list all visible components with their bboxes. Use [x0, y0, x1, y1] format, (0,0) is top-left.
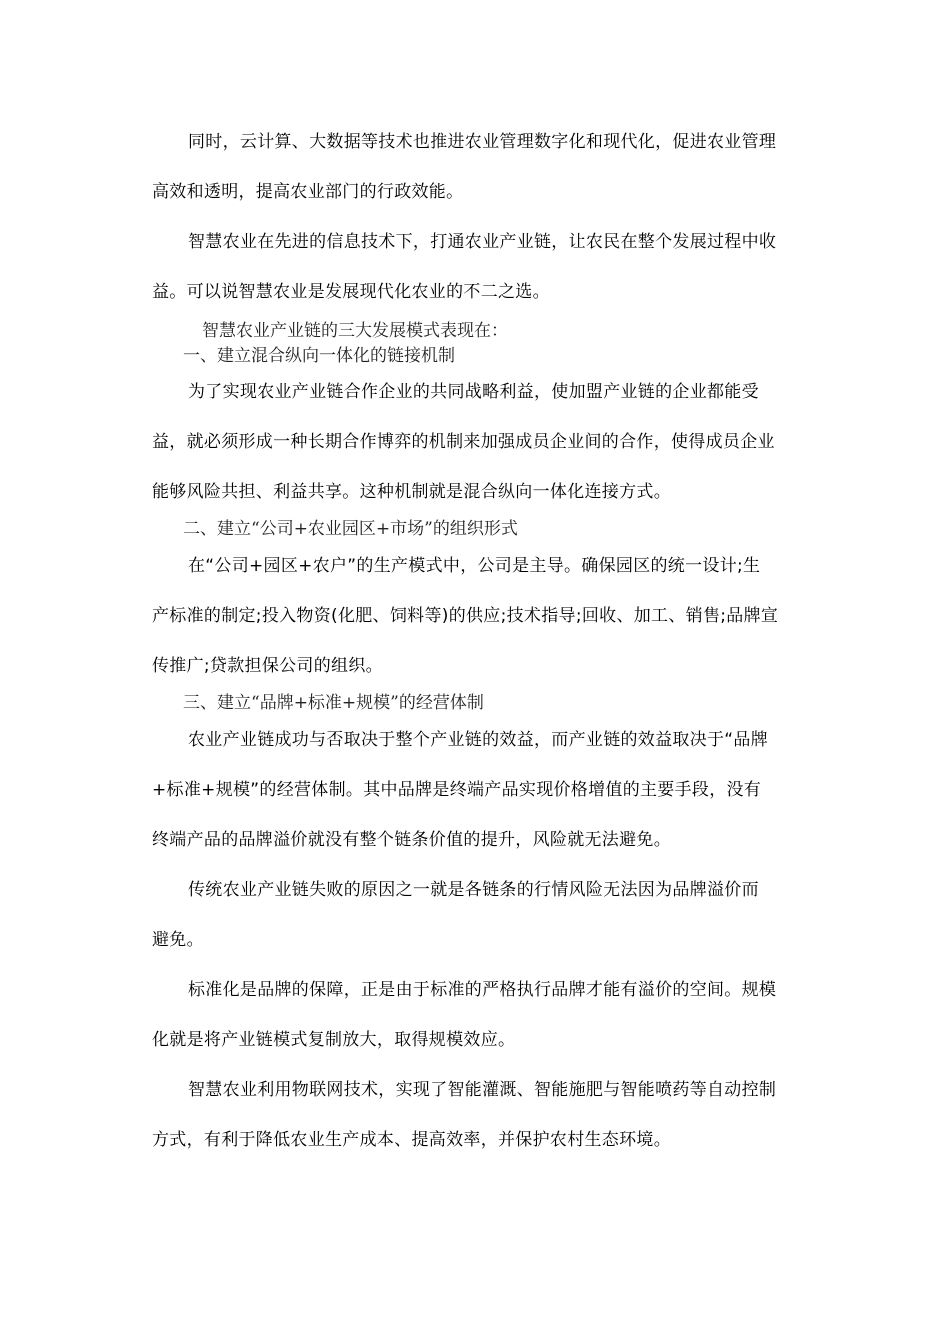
- section-heading-1: 一、建立混合纵向一体化的链接机制: [183, 346, 455, 366]
- section-heading-2: 二、建立“公司+农业园区+市场”的组织形式: [183, 519, 518, 539]
- paragraph-7-line-2: 化就是将产业链模式复制放大，取得规模效应。: [152, 1030, 516, 1050]
- paragraph-4-line-1: 在“公司+园区+农户”的生产模式中，公司是主导。确保园区的统一设计;生: [188, 556, 761, 576]
- paragraph-8-line-1: 智慧农业利用物联网技术，实现了智能灌溉、智能施肥与智能喷药等自动控制: [188, 1080, 777, 1100]
- paragraph-5-line-1: 农业产业链成功与否取决于整个产业链的效益，而产业链的效益取决于“品牌: [188, 730, 769, 750]
- paragraph-3-line-2: 益，就必须形成一种长期合作博弈的机制来加强成员企业间的合作，使得成员企业: [152, 432, 775, 452]
- paragraph-5-line-2: +标准+规模”的经营体制。其中品牌是终端产品实现价格增值的主要手段，没有: [152, 780, 762, 800]
- paragraph-3-line-1: 为了实现农业产业链合作企业的共同战略利益，使加盟产业链的企业都能受: [188, 382, 759, 402]
- paragraph-7-line-1: 标准化是品牌的保障，正是由于标准的严格执行品牌才能有溢价的空间。规模: [188, 980, 777, 1000]
- paragraph-1-line-1: 同时，云计算、大数据等技术也推进农业管理数字化和现代化，促进农业管理: [188, 132, 777, 152]
- intro-text: 智慧农业产业链的三大发展模式表现在：: [202, 321, 508, 341]
- paragraph-4-line-3: 传推广;贷款担保公司的组织。: [152, 656, 383, 676]
- paragraph-2-line-1: 智慧农业在先进的信息技术下，打通农业产业链，让农民在整个发展过程中收: [188, 232, 777, 252]
- paragraph-5-line-3: 终端产品的品牌溢价就没有整个链条价值的提升，风险就无法避免。: [152, 830, 671, 850]
- paragraph-3-line-3: 能够风险共担、利益共享。这种机制就是混合纵向一体化连接方式。: [152, 482, 671, 502]
- paragraph-8-line-2: 方式，有利于降低农业生产成本、提高效率，并保护农村生态环境。: [152, 1130, 671, 1150]
- paragraph-6-line-2: 避免。: [152, 930, 204, 950]
- paragraph-4-line-2: 产标准的制定;投入物资(化肥、饲料等)的供应;技术指导;回收、加工、销售;品牌宣: [152, 606, 779, 626]
- paragraph-2-line-2: 益。可以说智慧农业是发展现代化农业的不二之选。: [152, 282, 550, 302]
- paragraph-1-line-2: 高效和透明，提高农业部门的行政效能。: [152, 182, 464, 202]
- paragraph-6-line-1: 传统农业产业链失败的原因之一就是各链条的行情风险无法因为品牌溢价而: [188, 880, 759, 900]
- section-heading-3: 三、建立“品牌+标准+规模”的经营体制: [183, 693, 484, 713]
